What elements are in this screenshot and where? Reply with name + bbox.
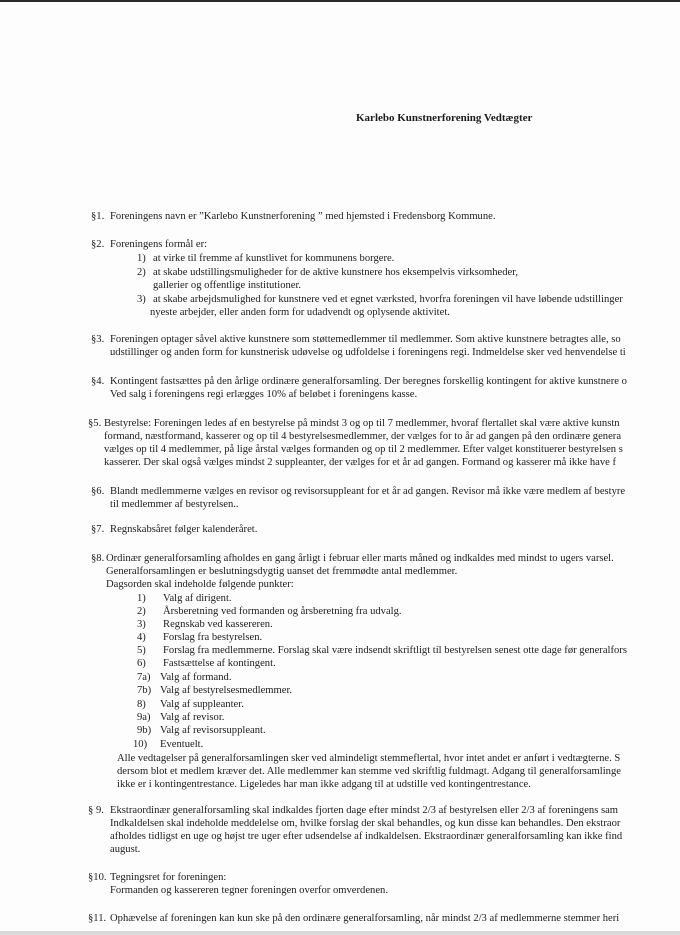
section-2-item-number: 1) xyxy=(137,253,146,264)
agenda-item-text: Forslag fra medlemmerne. Forslag skal være indsendt skriftligt til bestyrelsen senest otte dage før generalfors xyxy=(163,645,627,656)
section-6-text: til medlemmer af bestyrelsen.. xyxy=(110,499,239,510)
section-10-text: Formanden og kassereren tegner foreningen overfor omverdenen. xyxy=(110,885,388,896)
section-11-text: Ophævelse af foreningen kan kun ske på den ordinære generalforsamling, når mindst 2/3 af medlemmerne stemmer heri xyxy=(110,913,620,924)
section-7-number: §7. xyxy=(91,524,105,535)
section-7-text: Regnskabsåret følger kalenderåret. xyxy=(110,524,258,535)
agenda-item-text: Årsberetning ved formanden og årsberetning fra udvalg. xyxy=(163,606,402,617)
section-8-text: Generalforsamlingen er beslutningsdygtig uanset det fremmødte antal medlemmer. xyxy=(106,566,458,577)
section-6-text: Blandt medlemmerne vælges en revisor og revisorsuppleant for et år ad gangen. Revisor må ikke være medlem af bestyre xyxy=(110,486,626,497)
agenda-item-number: 7a) xyxy=(137,672,151,683)
section-2-item-text: at skabe udstillingsmuligheder for de aktive kunstnere hos eksempelvis virksomheder, xyxy=(153,267,518,278)
section-4-text: Kontingent fastsættes på den årlige ordinære generalforsamling. Der beregnes forskellig kontingent for aktive kunstnere o xyxy=(110,376,627,387)
section-9-text: Ekstraordinær generalforsamling skal indkaldes fjorten dage efter mindst 2/3 af bestyrelsen eller 2/3 af foreningens sam xyxy=(110,805,619,816)
agenda-item-number: 3) xyxy=(137,619,146,630)
agenda-item-text: Valg af revisor. xyxy=(160,712,225,723)
section-3-number: §3. xyxy=(91,334,105,345)
agenda-item-number: 10) xyxy=(133,739,148,750)
section-2-item-text: at virke til fremme af kunstlivet for kommunens borgere. xyxy=(153,253,395,264)
section-5-text: kasserer. Der skal også vælges mindst 2 suppleanter, der vælges for et år ad gangen. Formand og kasserer må ikke have f xyxy=(104,457,617,468)
section-5-number: §5. xyxy=(88,418,102,429)
agenda-item-number: 9b) xyxy=(137,725,152,736)
section-9-text: august. xyxy=(110,844,141,855)
section-3-text: udstillinger og anden form for kunstnerisk udøvelse og udfoldelse i foreningens regi. Indmeldelse sker ved henvendelse ti xyxy=(110,347,626,358)
section-6-number: §6. xyxy=(91,486,105,497)
agenda-item-number: 8) xyxy=(137,699,146,710)
agenda-item-number: 9a) xyxy=(137,712,151,723)
agenda-item-text: Eventuelt. xyxy=(160,739,204,750)
agenda-item-text: Valg af dirigent. xyxy=(163,593,232,604)
section-9-text: Indkaldelsen skal indeholde meddelelse om, hvilke forslag der skal behandles, og kun disse kan behandles. Den ekstraor xyxy=(110,818,621,829)
section-8-text: Ordinær generalforsamling afholdes en gang årligt i februar eller marts måned og indkaldes med mindst to ugers varsel. xyxy=(106,553,614,564)
page-bottom-edge xyxy=(0,931,680,935)
section-9-number: § 9. xyxy=(88,805,104,816)
section-2-intro: Foreningens formål er: xyxy=(110,239,208,250)
agenda-item-text: Valg af revisorsuppleant. xyxy=(160,725,266,736)
agenda-item-number: 5) xyxy=(137,645,146,656)
section-4-text: Ved salg i foreningens regi erlægges 10% af beløbet i foreningens kasse. xyxy=(110,389,418,400)
section-1-number: §1. xyxy=(91,211,105,222)
section-2-item-text: gallerier og offentlige institutioner. xyxy=(153,280,302,291)
agenda-item-text: Regnskab ved kassereren. xyxy=(163,619,273,630)
document-title: Karlebo Kunstnerforening Vedtægter xyxy=(356,112,533,124)
section-8-agenda-intro: Dagsorden skal indeholde følgende punkter: xyxy=(106,579,294,590)
section-5-text: vælges op til 4 medlemmer, på lige årstal vælges formanden og op til 2 medlemmer. Efter valget konstituerer bestyrelsen s xyxy=(104,444,623,455)
agenda-item-text: Valg af suppleanter. xyxy=(160,699,244,710)
section-10-number: §10. xyxy=(88,872,107,883)
section-4-number: §4. xyxy=(91,376,105,387)
section-5-text: Bestyrelse: Foreningen ledes af en bestyrelse på mindst 3 og op til 7 medlemmer, hvoraf flertallet skal være aktive kunstn xyxy=(104,418,620,429)
agenda-item-number: 4) xyxy=(137,632,146,643)
section-2-item-number: 3) xyxy=(137,294,146,305)
section-8-closing-text: Alle vedtagelser på generalforsamlingen sker ved almindeligt stemmeflertal, hvor intet andet er anført i vedtægterne. S xyxy=(117,753,621,764)
section-2-item-text: at skabe arbejdsmulighed for kunstnere ved et egnet værksted, hvorfra foreningen vil have løbende udstillinger xyxy=(153,294,623,305)
agenda-item-text: Valg af formand. xyxy=(160,672,232,683)
section-8-closing-text: dersom blot et medlem kræver det. Alle medlemmer kan stemme ved skriftlig fuldmagt. Adgang til generalforsamlinge xyxy=(117,766,621,777)
section-11-number: §11. xyxy=(88,913,107,924)
section-9-text: afholdes tidligst en uge og højst tre uger efter udsendelse af indkaldelsen. Ekstraordinær generalforsamling kan ikke find xyxy=(110,831,623,842)
section-3-text: Foreningen optager såvel aktive kunstnere som støttemedlemmer til medlemmer. Som aktive kunstnere betragtes alle, so xyxy=(110,334,621,345)
agenda-item-number: 6) xyxy=(137,658,146,669)
page-top-edge xyxy=(0,0,680,2)
section-2-item-text: nyeste arbejder, eller anden form for udadvendt og oplysende aktivitet. xyxy=(150,307,450,318)
section-5-text: formand, næstformand, kasserer og op til 4 bestyrelsesmedlemmer, der vælges for to år ad gangen på den ordinære genera xyxy=(104,431,622,442)
section-2-number: §2. xyxy=(91,239,105,250)
section-8-number: §8. xyxy=(91,553,105,564)
agenda-item-text: Fastsættelse af kontingent. xyxy=(163,658,276,669)
section-2-item-number: 2) xyxy=(137,267,146,278)
section-10-text: Tegningsret for foreningen: xyxy=(110,872,227,883)
section-1-text: Foreningens navn er ”Karlebo Kunstnerforening ” med hjemsted i Fredensborg Kommune. xyxy=(110,211,496,222)
agenda-item-text: Forslag fra bestyrelsen. xyxy=(163,632,263,643)
section-8-closing-text: ikke er i kontingentrestance. Ligeledes har man ikke adgang til at udstille ved kontingentrestance. xyxy=(117,779,531,790)
agenda-item-number: 1) xyxy=(137,593,146,604)
agenda-item-number: 2) xyxy=(137,606,146,617)
agenda-item-number: 7b) xyxy=(137,685,152,696)
agenda-item-text: Valg af bestyrelsesmedlemmer. xyxy=(160,685,293,696)
